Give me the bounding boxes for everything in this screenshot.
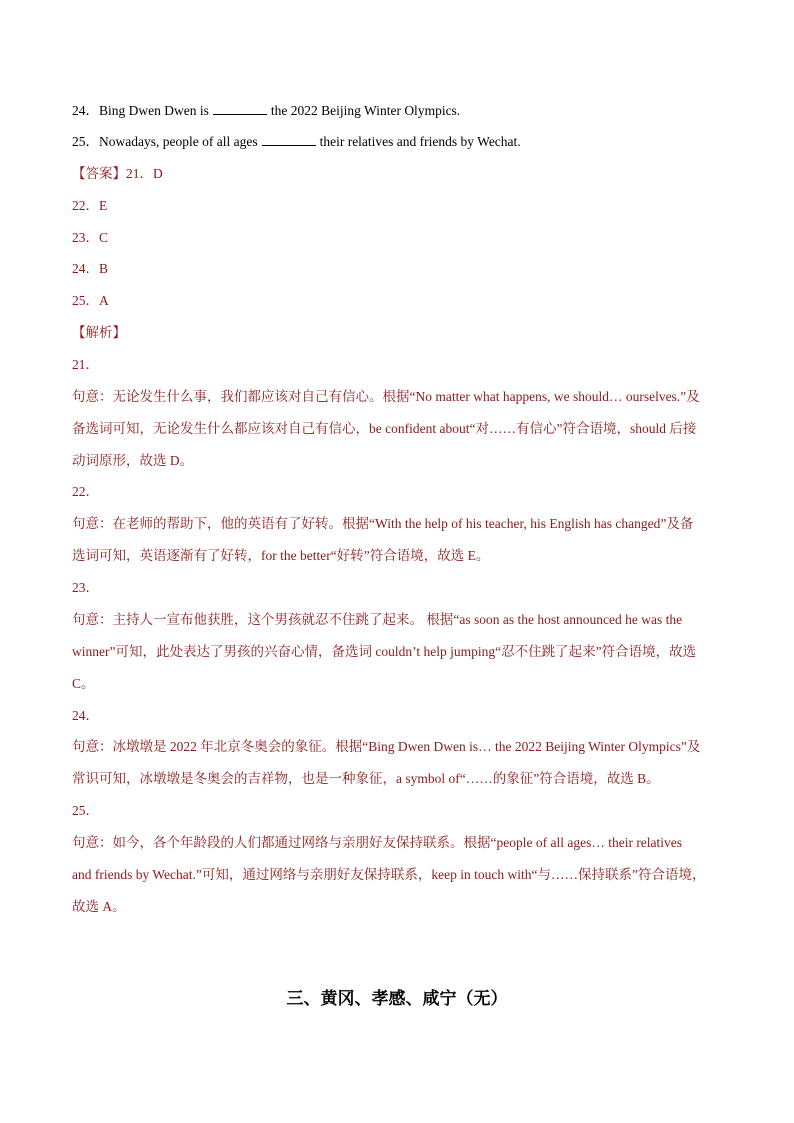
analysis-text: and friends by Wechat.”可知，通过网络与亲朋好友保持联系，keep in touch with“与……保持联系”符合语境， xyxy=(72,867,706,882)
analysis-text: C。 xyxy=(72,676,95,691)
question-number: 24． xyxy=(72,103,99,118)
analysis-text: 常识可知，冰墩墩是冬奥会的吉祥物，也是一种象征，a symbol of“……的象征”符合语境，故选 B。 xyxy=(72,771,660,786)
analysis-text: 故选 A。 xyxy=(72,899,126,914)
analysis-number: 24． xyxy=(72,708,99,723)
question-25 xyxy=(72,132,734,152)
question-text: Nowadays, people of all ages xyxy=(99,134,258,149)
analysis-text: 备选词可知，无论发生什么都应该对自己有信心，be confident about“对……有信心”符合语境，should 后接 xyxy=(72,421,697,436)
answer-item: 21．D xyxy=(126,166,163,181)
analysis-text: 句意：在老师的帮助下，他的英语有了好转。根据“With the help of his teacher, his English has changed”及备 xyxy=(72,516,694,531)
analysis-text: 句意：无论发生什么事，我们都应该对自己有信心。根据“No matter what happens, we should… ourselves.”及 xyxy=(72,389,700,404)
question-number: 25． xyxy=(72,134,99,149)
analysis-text: 句意：如今，各个年龄段的人们都通过网络与亲朋好友保持联系。根据“people of all ages… their relatives xyxy=(72,835,683,850)
question-24 xyxy=(72,101,734,121)
answer-blank xyxy=(213,101,267,115)
analysis-label: 【解析】 xyxy=(72,325,126,340)
question-text: the 2022 Beijing Winter Olympics. xyxy=(270,103,461,118)
answer-item: 22．E xyxy=(72,198,108,213)
answer-item: 24．B xyxy=(72,261,109,276)
question-text: Bing Dwen Dwen is xyxy=(99,103,209,118)
question-text: their relatives and friends by Wechat. xyxy=(319,134,521,149)
analysis-text: 句意：主持人一宣布他获胜，这个男孩就忍不住跳了起来。 根据“as soon as the host announced he was the xyxy=(72,612,683,627)
analysis-number: 22． xyxy=(72,484,99,499)
answer-item: 23．C xyxy=(72,230,109,245)
analysis-text: 动词原形，故选 D。 xyxy=(72,453,194,468)
analysis-number: 23． xyxy=(72,580,99,595)
analysis-text: 选词可知，英语逐渐有了好转，for the better“好转”符合语境，故选 E。 xyxy=(72,548,490,563)
answer-item: 25．A xyxy=(72,293,109,308)
analysis-number: 25． xyxy=(72,803,99,818)
answer-blank xyxy=(262,132,316,146)
section-heading: 三、黄冈、孝感、咸宁（无） xyxy=(286,989,508,1008)
analysis-number: 21． xyxy=(72,357,99,372)
analysis-text: winner”可知，此处表达了男孩的兴奋心情，备选词 couldn’t help jumping“忍不住跳了起来”符合语境，故选 xyxy=(72,644,697,659)
answer-line xyxy=(72,164,734,184)
answer-label: 【答案】 xyxy=(72,166,126,181)
analysis-text: 句意：冰墩墩是 2022 年北京冬奥会的象征。根据“Bing Dwen Dwen is… the 2022 Beijing Winter Olympics”及 xyxy=(72,739,701,754)
